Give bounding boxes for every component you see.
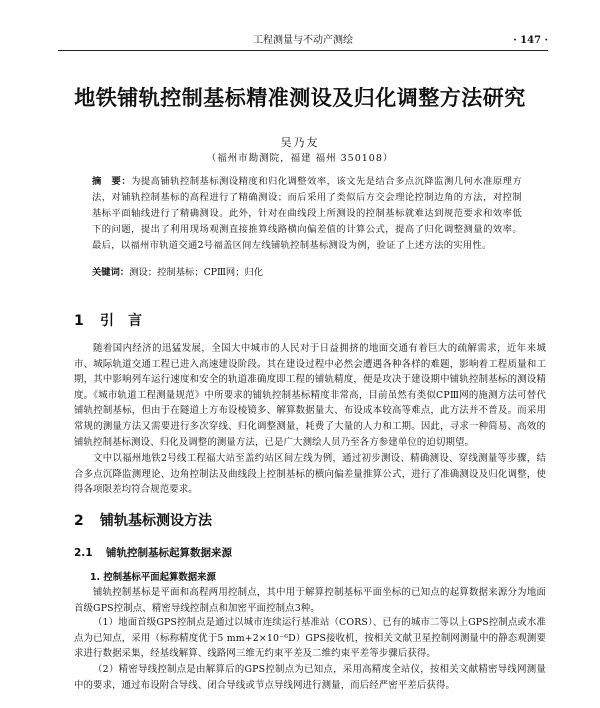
author-affiliation: （福州市勘测院，福建 福州 350108） [206,153,394,164]
subsection-title: 铺轨控制基标起算数据来源 [106,547,232,559]
abstract [92,174,522,254]
subsection-heading [74,546,232,560]
section-heading-methods [74,512,212,530]
paper-title: 地铁铺轨控制基标精准测设及归化调整方法研究 [74,86,526,110]
journal-name: 工程测量与不动产测绘 [253,35,353,46]
keywords [92,266,522,280]
section-heading-introduction [74,312,142,330]
subsubsection-heading: 1. 控制基标平面起算数据来源 [90,572,216,583]
section-title: 铺轨基标测设方法 [100,513,212,529]
subsection-number: 2.1 [74,547,93,559]
section-number: 1 [74,313,84,329]
keywords-text: 测设；控制基标；CPⅢ网；归化 [129,267,264,278]
body-paragraph: 铺轨控制基标是平面和高程两用控制点，其中用于解算控制基标平面坐标的已知点的起算数据来源分为地面首级GPS控制点、精密导线控制点和加密平面控制点3种。 [74,587,546,614]
abstract-text: 为提高铺轨控制基标测设精度和归化调整效率，该文先是结合多点沉降监测几何水准原理方法，对铺轨控制基标的高程进行了精确测设；而后采用了类似后方交会理论控制边角的方法，对控制基标平面轴线进行了精确测设。此外，针对在曲线段上所测设的控制基标就难达到规范要求和效率低下的问题，提出了利用现场观测直接推算线路横向偏差值的计算公式，提高了归化调整测量的效率。最后，以福州市轨道交通2号福盖区间左线铺轨控制基标测设为例，验证了上述方法的实用性。 [92,176,522,251]
author-name: 吴乃友 [280,136,320,149]
body-paragraph: （2）精密导线控制点是由解算后的GPS控制点为已知点，采用高精度全站仪，按相关文献精密导线网测量中的要求，通过布设附合导线、闭合导线或节点导线网进行测量，而后经严密平差后获得。 [74,664,546,691]
body-paragraph: 随着国内经济的迅猛发展，全国大中城市的人民对于日益拥挤的地面交通有着巨大的疏解需求，近年来城市、城际轨道交通工程已进入高速建设阶段。其在建设过程中必然会遭遇各种各样的难题，影响着工程质量和工期，其中影响列车运行速度和安全的轨道准确度即工程的铺轨精度，便是攻决于建设期中铺轨控制基标的测设精度。《城市轨道工程测量规范》中所要求的铺轨控制基标精度非常高，目前虽然有类似CPⅢ网的施测方法可替代铺轨控制基标，但由于在隧道上方布设棱镜多、解算数据量大、布设成本较高等难点，此方法并不普及。而采用常规的测量方法又需要进行多次穿线、归化调整测量，耗费了大量的人力和工期。因此，寻求一种简易、高效的铺轨控制基标测设、归化及调整的测量方法，已是广大测绘人员乃至各方参建单位的迫切期望。 [74,343,546,448]
running-header [58,34,548,51]
abstract-label: 摘 要： [92,176,132,187]
body-paragraph: 文中以福州地铁2号线工程福大站至盖约站区间左线为例，通过初步测设、精确测设、穿线测量等步骤，结合多点沉降监测理论、边角控制法及曲线段上控制基标的横向偏差量推算公式，进行了准确测设及归化调整，使得各项限差均符合规范要求。 [74,453,546,496]
page-number: · 147 · [513,35,548,46]
section-title: 引 言 [100,313,142,329]
body-paragraph: （1）地面首级GPS控制点是通过以城市连续运行基准站（CORS）、已有的城市二等以上GPS控制点或水准点为已知点，采用（标称精度优于5 mm+2×10⁻⁶D）GPS接收机，按相关文献卫星控制网测量中的静态观测要求进行数据采集，经基线解算、线路网三维无约束平差及二维约束平差等步骤后获得。 [74,617,546,660]
keywords-label: 关键词： [92,267,130,278]
section-number: 2 [74,513,84,529]
